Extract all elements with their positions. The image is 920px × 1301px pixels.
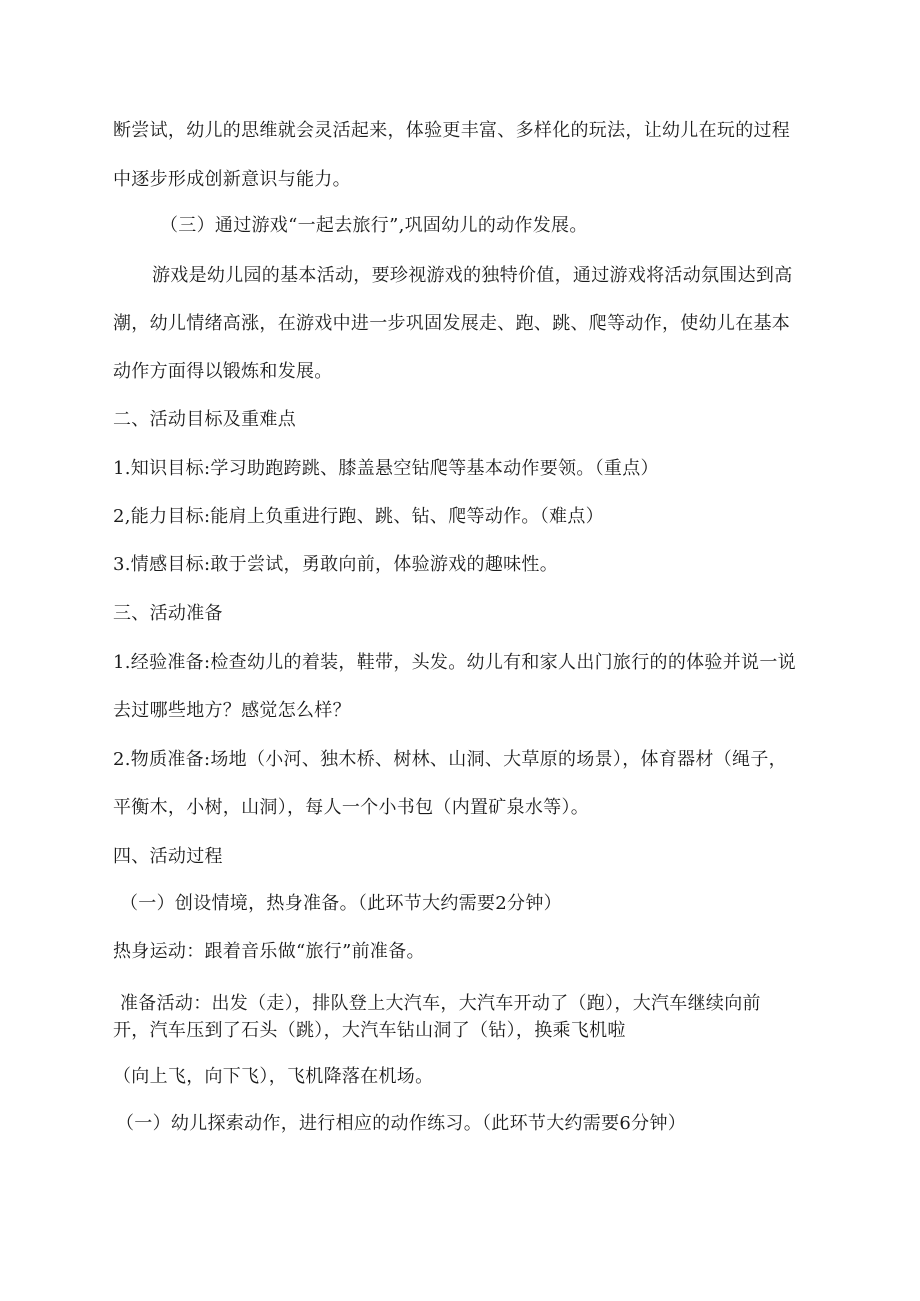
preparation-material-line-1: 2.物质准备:场地（小河、独木桥、树林、山洞、大草原的场景），体育器材（绳子， xyxy=(113,749,787,770)
preparation-experience-line-1: 1.经验准备:检查幼儿的着装，鞋带，头发。幼儿有和家人出门旅行的的体验并说一说 xyxy=(113,652,796,673)
paragraph-line-4: 游戏是幼儿园的基本活动，要珍视游戏的独特价值，通过游戏将活动氛围达到高 xyxy=(152,265,793,286)
objective-ability: 2,能力目标:能肩上负重进行跑、跳、钻、爬等动作。（难点） xyxy=(113,506,604,527)
activity-line-3: （向上飞，向下飞），飞机降落在机场。 xyxy=(113,1066,434,1087)
paragraph-line-1: 断尝试，幼儿的思维就会灵活起来，体验更丰富、多样化的玩法，让幼儿在玩的过程 xyxy=(113,120,791,141)
subsection-heading-3: （三）通过游戏“一起去旅行”,巩固幼儿的动作发展。 xyxy=(160,215,588,236)
preparation-experience-line-2: 去过哪些地方？感觉怎么样？ xyxy=(113,700,351,721)
objective-emotion: 3.情感目标:敢于尝试，勇敢向前，体验游戏的趣味性。 xyxy=(113,554,559,575)
activity-line-1: 准备活动：出发（走），排队登上大汽车，大汽车开动了（跑），大汽车继续向前 xyxy=(120,993,761,1014)
paragraph-line-2: 中逐步形成创新意识与能力。 xyxy=(113,169,351,190)
paragraph-line-5: 潮，幼儿情绪高涨，在游戏中进一步巩固发展走、跑、跳、爬等动作，使幼儿在基本 xyxy=(113,313,791,334)
process-step-2-heading: （一）幼儿探索动作，进行相应的动作练习。（此环节大约需要6分钟） xyxy=(116,1113,687,1134)
section-heading-objectives: 二、活动目标及重难点 xyxy=(113,409,296,430)
warmup-text: 热身运动：跟着音乐做“旅行”前准备。 xyxy=(113,941,425,962)
section-heading-preparation: 三、活动准备 xyxy=(113,603,223,624)
paragraph-line-6: 动作方面得以锻炼和发展。 xyxy=(113,361,333,382)
process-step-1-heading: （一）创设情境，热身准备。（此环节大约需要2分钟） xyxy=(120,893,562,914)
section-heading-process: 四、活动过程 xyxy=(113,846,223,867)
objective-knowledge: 1.知识目标:学习助跑跨跳、膝盖悬空钻爬等基本动作要领。（重点） xyxy=(113,458,659,479)
activity-line-2: 开，汽车压到了石头（跳），大汽车钻山洞了（钻），换乘飞机啦 xyxy=(113,1020,626,1041)
preparation-material-line-2: 平衡木，小树，山洞），每人一个小书包（内置矿泉水等）。 xyxy=(113,797,590,818)
